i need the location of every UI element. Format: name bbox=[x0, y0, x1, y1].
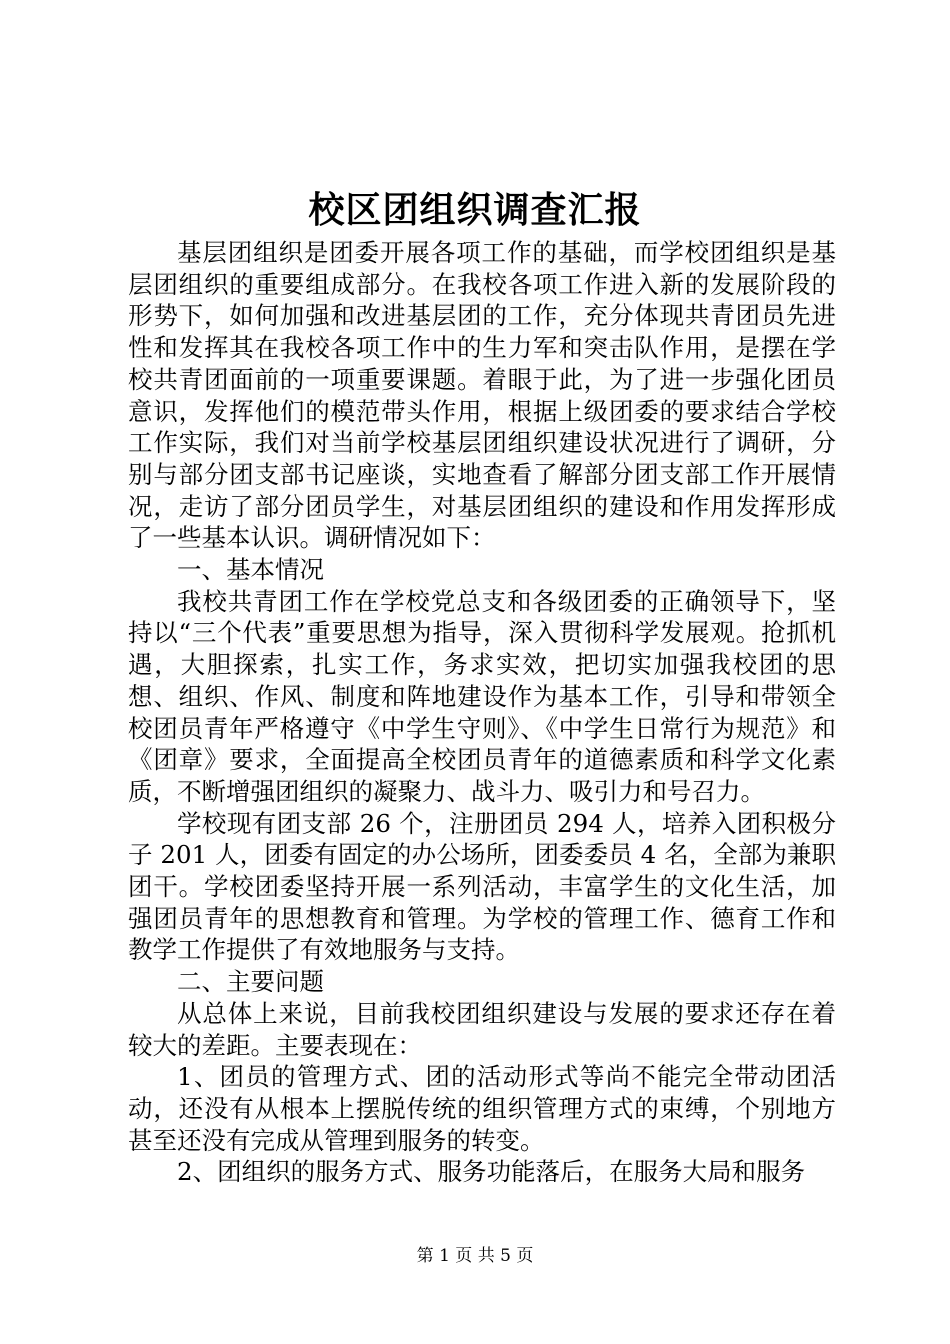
document-title: 校区团组织调查汇报 bbox=[308, 189, 642, 231]
paragraph-basic-1: 我校共青团工作在学校党总支和各级团委的正确领导下，坚持以“三个代表”重要思想为指导，深入贯彻科学发展观。抢抓机遇，大胆探索，扎实工作，务求实效，把切实加强我校团的思想、组织、作风、制度和阵地建设作为基本工作，引导和带领全校团员青年严格遵守《中学生守则》、《中学生日常行为规范》和《团章》要求，全面提高全校团员青年的道德素质和科学文化素质，不断增强团组织的凝聚力、战斗力、吸引力和号召力。 bbox=[128, 586, 836, 806]
paragraph-intro: 基层团组织是团委开展各项工作的基础，而学校团组织是基层团组织的重要组成部分。在我校各项工作进入新的发展阶段的形势下，如何加强和改进基层团的工作，充分体现共青团员先进性和发挥其在我校各项工作中的生力军和突击队作用，是摆在学校共青团面前的一项重要课题。着眼于此，为了进一步强化团员意识，发挥他们的模范带头作用，根据上级团委的要求结合学校工作实际，我们对当前学校基层团组织建设状况进行了调研，分别与部分团支部书记座谈，实地查看了解部分团支部工作开展情况，走访了部分团员学生，对基层团组织的建设和作用发挥形成了一些基本认识。调研情况如下： bbox=[128, 238, 836, 553]
page-footer: 第 1 页 共 5 页 bbox=[416, 1246, 534, 1266]
section-heading-problems: 二、主要问题 bbox=[177, 967, 324, 997]
section-heading-basic: 一、基本情况 bbox=[177, 555, 324, 585]
document-body bbox=[128, 237, 836, 1188]
paragraph-basic-2: 学校现有团支部 26 个，注册团员 294 人，培养入团积极分子 201 人，团委有固定的办公场所，团委委员 4 名，全部为兼职团干。学校团委坚持开展一系列活动，丰富学生的文化生活，加强团员青年的思想教育和管理。为学校的管理工作、德育工作和教学工作提供了有效地服务与支持。 bbox=[128, 808, 836, 965]
paragraph-problem-1: 1、团员的管理方式、团的活动形式等尚不能完全带动团活动，还没有从根本上摆脱传统的组织管理方式的束缚，个别地方甚至还没有完成从管理到服务的转变。 bbox=[128, 1062, 836, 1155]
paragraph-problem-2: 2、团组织的服务方式、服务功能落后，在服务大局和服务 bbox=[177, 1157, 806, 1187]
paragraph-problems-intro: 从总体上来说，目前我校团组织建设与发展的要求还存在着较大的差距。主要表现在： bbox=[128, 998, 836, 1060]
